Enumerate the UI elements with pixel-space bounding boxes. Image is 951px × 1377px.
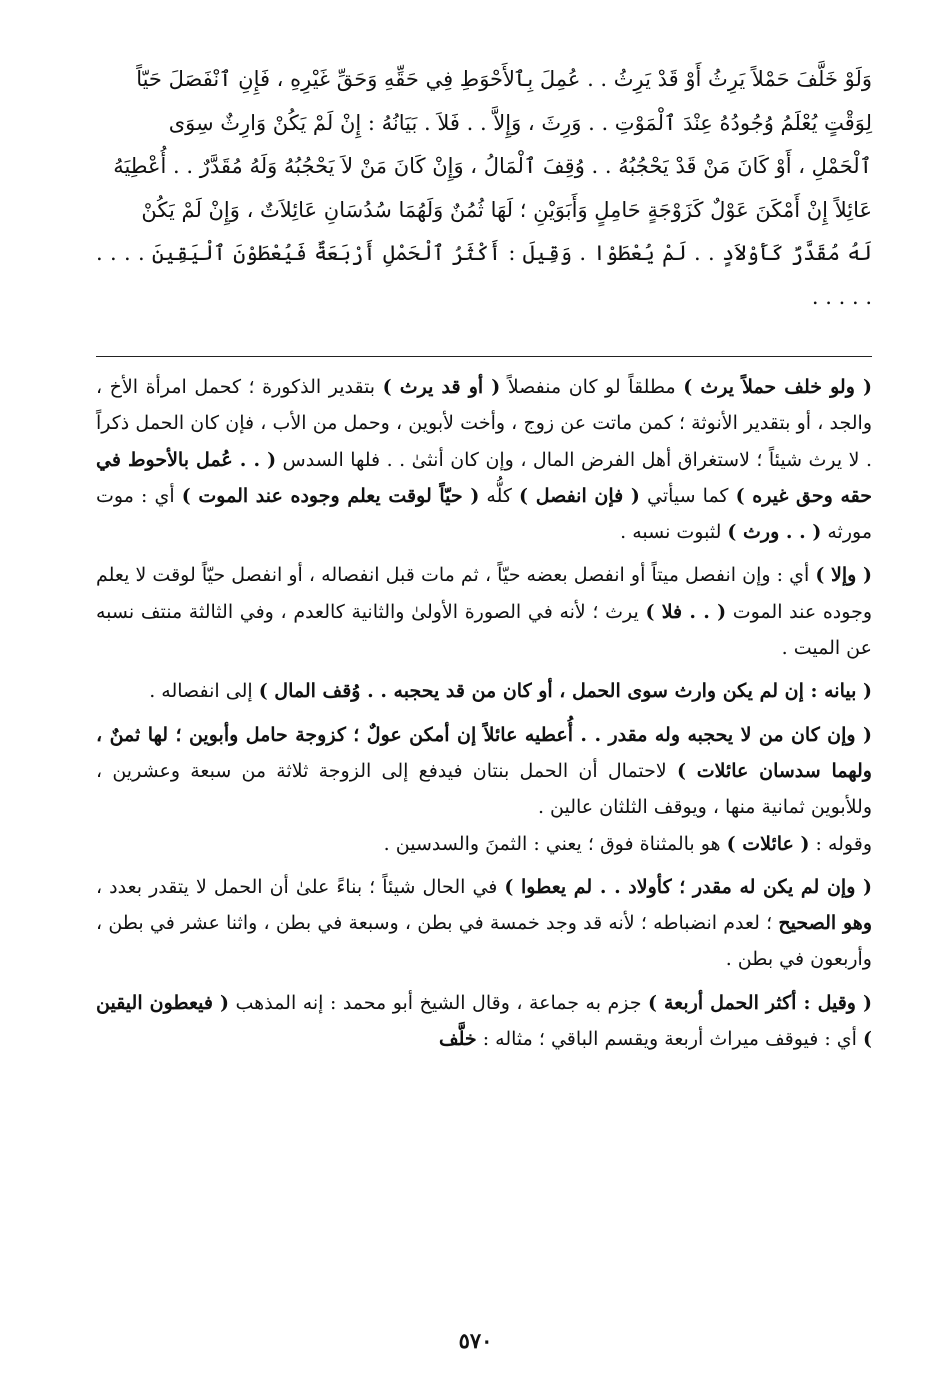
- matn-line: لَهُ مُقَدَّرٌ كَأَوْلاَدٍ . . لَمْ يُعْطَوْا . وَقِيلَ : أَكْثَرُ ٱلْحَمْلِ أَرْبَعَةٌ فَيُعْطَوْنَ ٱلْيَقِينَ . . . . . . . . .: [96, 241, 872, 309]
- commentary-text: مطلقاً لو كان منفصلاً: [500, 376, 684, 398]
- emphasis-text: وهو الصحيح: [778, 912, 872, 935]
- sharh-paragraph: [96, 717, 872, 826]
- quoted-matn: ( وإن كان من لا يحجبه وله مقدر . . أُعطيه عائلاً إن أمكن عولٌ ؛ كزوجة حامل وأبوين ؛ لها ثمنٌ ، ولهما سدسان عائلات ): [96, 723, 872, 782]
- commentary-text: كما سيأتي: [639, 484, 736, 507]
- matn-line: عَائِلاً إِنْ أَمْكَنَ عَوْلٌ كَزَوْجَةٍ حَامِلٍ وَأَبَوَيْنِ ؛ لَهَا ثُمُنٌ وَلَهُمَا سُدُسَانِ عَائِلاَتٌ ، وَإِنْ لَمْ يَكُنْ: [141, 197, 872, 222]
- quoted-matn: ( وقيل : أكثر الحمل أربعة ): [647, 991, 872, 1014]
- sharh-paragraph: [96, 869, 872, 978]
- page-number: ٥٧٠: [458, 1328, 493, 1353]
- commentary-text: أي : موت مورثه: [96, 484, 872, 544]
- commentary-text: أي : وإن انفصل ميتاً أو انفصل بعضه حيّاً ، ثم مات قبل انفصاله ، أو انفصل حيّاً لوقت لا يعلم وجوده عند الموت: [96, 564, 873, 623]
- quoted-matn: ( بيانه : إن لم يكن وارث سوى الحمل ، أو كان من قد يحجبه . . وُقف المال ): [258, 680, 872, 703]
- quoted-matn: ( فإن انفصل ): [519, 484, 640, 507]
- quoted-matn: ( . . ورث ): [727, 521, 822, 544]
- quoted-matn: ( فيعطون اليقين ): [96, 991, 872, 1051]
- quoted-matn: ( أو قد يرث ): [382, 376, 501, 398]
- quoted-matn: خلَّف: [438, 1028, 477, 1051]
- divider-line: [96, 356, 872, 357]
- quoted-matn: ( وإلا ): [815, 564, 872, 587]
- sharh-paragraph: [96, 985, 872, 1058]
- matn-text: [96, 58, 872, 319]
- quoted-matn: ( ولو خلف حملاً يرث ): [683, 376, 873, 398]
- quoted-matn: ( عائلات ): [726, 832, 810, 855]
- commentary-text: يرث ؛ لأنه في الصورة الأولىٰ والثانية كالعدم ، وفي الثالثة منتف نسبه عن الميت .: [96, 600, 872, 660]
- commentary-text: في الحال شيئاً ؛ بناءً علىٰ أن الحمل لا يتقدر بعدد ،: [96, 875, 505, 898]
- matn-line: ٱلْحَمْلِ ، أَوْ كَانَ مَنْ قَدْ يَحْجُبُهُ . . وُقِفَ ٱلْمَالُ ، وَإِنْ كَانَ مَنْ لاَ يَحْجُبُهُ وَلَهُ مُقَدَّرٌ . . أُعْطِيَهُ: [113, 154, 872, 178]
- sharh-paragraph: [96, 826, 872, 862]
- commentary-text: بتقدير الذكورة ؛ كحمل امرأة الأخ ، والجد ، أو بتقدير الأنوثة ؛ كمن ماتت عن زوج ، وأخت لأبوين ، وحمل من الأب ، فإن كان الحمل ذكراً . لا يرث شيئاً ؛ لاستغراق أهل الفرض المال ، وإن كان أنثىٰ . . فلها السدس: [96, 376, 872, 471]
- sharh-commentary: [96, 369, 872, 1057]
- commentary-text: لثبوت نسبه .: [620, 521, 728, 544]
- quoted-matn: ( وإن لم يكن له مقدر ؛ كأولاد . . لم يعطوا ): [504, 875, 872, 898]
- matn-line: وَلَوْ خَلَّفَ حَمْلاً يَرِثُ أَوْ قَدْ يَرِثُ . . عُمِلَ بِٱلأَحْوَطِ فِي حَقِّهِ وَحَقِّ غَيْرِهِ ، فَإِنِ ٱنْفَصَلَ حَيّاً: [136, 67, 872, 91]
- quoted-matn: ( . . عُمل بالأحوط في حقه وحق غيره ): [96, 448, 872, 507]
- sharh-paragraph: [96, 673, 872, 709]
- page-body: [96, 58, 872, 1057]
- sharh-paragraph: [96, 557, 872, 666]
- commentary-text: لاحتمال أن الحمل بنتان فيدفع إلى الزوجة ثلاثة من سبعة وعشرين ، وللأبوين ثمانية منها ، ويوقف الثلثان عالين .: [96, 759, 872, 819]
- quoted-matn: ( حيّاً لوقت يعلم وجوده عند الموت ): [181, 484, 480, 507]
- commentary-text: كلُّه: [479, 484, 520, 507]
- commentary-text: وقوله :: [809, 832, 872, 855]
- quoted-matn: ( . . فلا ): [645, 600, 727, 623]
- sharh-paragraph: [96, 369, 872, 550]
- commentary-text: هو بالمثناة فوق ؛ يعني : الثمنَ والسدسين .: [383, 832, 727, 855]
- commentary-text: ؛ لعدم انضباطه ؛ لأنه قد وجد خمسة في بطن ، وسبعة في بطن ، واثنا عشر في بطن ، وأربعون في بطن .: [96, 912, 872, 971]
- commentary-text: جزم به جماعة ، وقال الشيخ أبو محمد : إنه المذهب: [229, 991, 648, 1014]
- commentary-text: أي : فيوقف ميراث أربعة ويقسم الباقي ؛ مثاله :: [476, 1028, 863, 1051]
- matn-line: لِوَقْتٍ يُعْلَمُ وُجُودُهُ عِنْدَ ٱلْمَوْتِ . . وَرِثَ ، وَإِلاَّ . . فَلاَ . بَيَانُهُ : إِنْ لَمْ يَكُنْ وَارِثٌ سِوَى: [168, 110, 872, 135]
- commentary-text: إلى انفصاله .: [149, 680, 259, 703]
